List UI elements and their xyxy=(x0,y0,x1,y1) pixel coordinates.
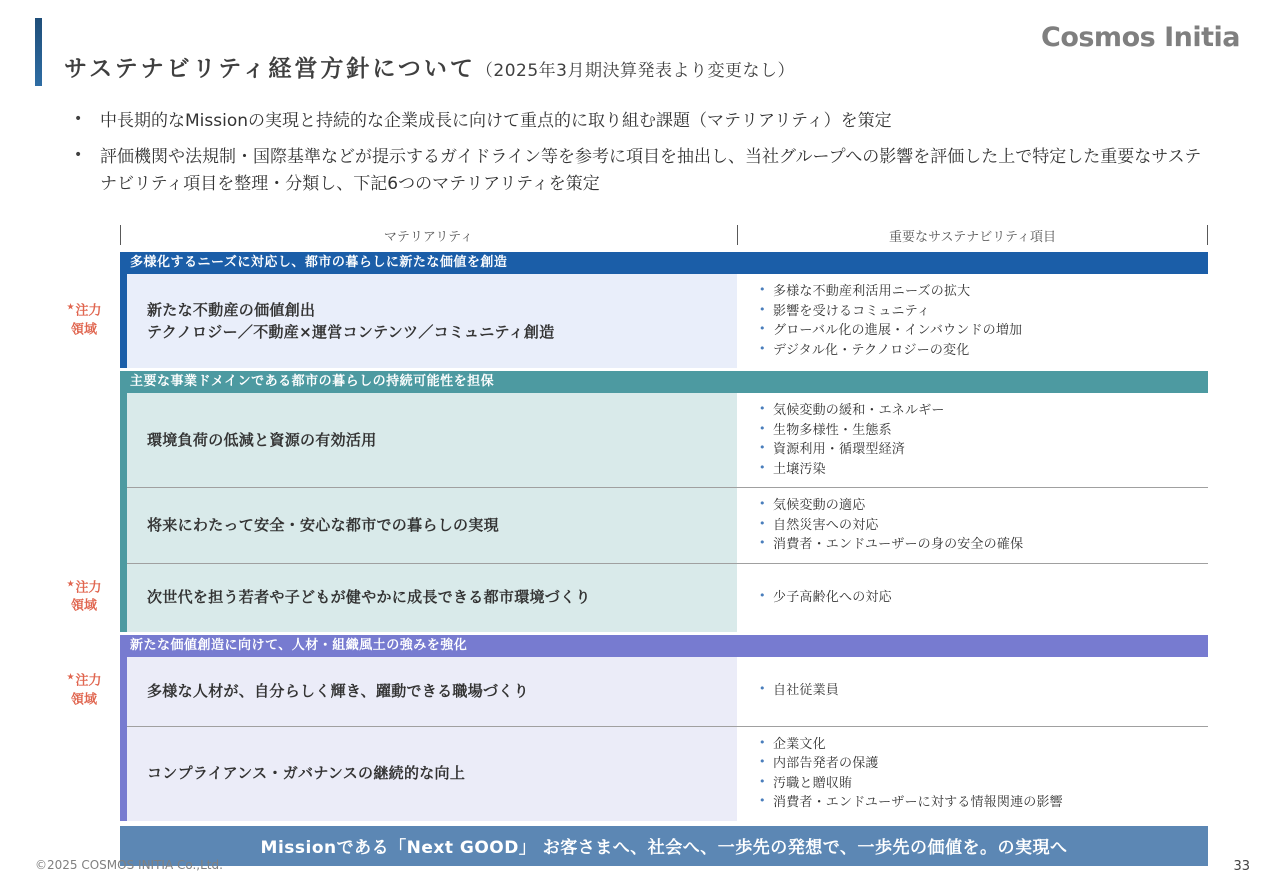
sustainability-item: • 少子高齢化への対応 xyxy=(773,588,892,608)
focus-area-label-line2: 領域 xyxy=(70,692,97,708)
intro-bullet-1: • 中長期的なMissionの実現と持続的な企業成長に向けて重点的に取り組む課題（マテリアリティ）を策定 xyxy=(100,108,1215,135)
sustainability-cell xyxy=(737,657,1208,726)
focus-area-label: ★注力 領域 xyxy=(66,672,102,708)
materiality-row xyxy=(66,274,1208,368)
sustainability-item: • 土壌汚染 xyxy=(773,460,945,480)
section-header: 新たな価値創造に向けて、人材・組織風土の強みを強化 xyxy=(120,635,1208,657)
sustainability-item: • 内部告発者の保護 xyxy=(773,754,1063,774)
sustainability-item: • グローバル化の進展・インバウンドの増加 xyxy=(773,321,1022,341)
sustainability-item: • 気候変動の緩和・エネルギー xyxy=(773,401,945,421)
section-1 xyxy=(66,252,1208,368)
materiality-cell xyxy=(120,488,737,563)
intro-bullets xyxy=(100,108,1215,208)
focus-area-label-line2: 領域 xyxy=(70,599,97,614)
sustainability-items xyxy=(737,401,945,479)
sustainability-items xyxy=(737,496,1023,555)
title-accent-bar xyxy=(35,18,42,86)
focus-area-label-line2: 領域 xyxy=(70,322,97,338)
materiality-text: 将来にわたって安全・安心な都市での暮らしの実現 xyxy=(147,516,499,534)
focus-area-label: ★注力 領域 xyxy=(66,579,102,614)
sustainability-items xyxy=(737,735,1063,813)
materiality-table-body xyxy=(66,252,1208,821)
section-3 xyxy=(66,635,1208,821)
sustainability-item: • 生物多様性・生態系 xyxy=(773,421,945,441)
materiality-cell xyxy=(120,564,737,632)
star-icon: ★ xyxy=(66,672,75,683)
sustainability-items xyxy=(737,588,892,608)
materiality-row xyxy=(120,487,1208,563)
materiality-row xyxy=(66,657,1208,726)
sustainability-cell xyxy=(737,488,1208,563)
sustainability-cell xyxy=(737,274,1208,368)
column-header-materiality: マテリアリティ xyxy=(120,222,737,248)
materiality-text: コンプライアンス・ガバナンスの継続的な向上 xyxy=(147,764,466,783)
sustainability-item: • 自社従業員 xyxy=(773,681,839,701)
section-2 xyxy=(66,371,1208,632)
sustainability-item: • 自然災害への対応 xyxy=(773,516,1023,536)
sustainability-item: • 多様な不動産利活用ニーズの拡大 xyxy=(773,282,1022,302)
page-title-main: サステナビリティ経営方針について xyxy=(64,56,476,82)
sustainability-item: • 資源利用・循環型経済 xyxy=(773,440,945,460)
sustainability-cell xyxy=(737,393,1208,487)
star-icon: ★ xyxy=(66,579,75,590)
materiality-row xyxy=(120,726,1208,821)
section-rows xyxy=(66,274,1208,368)
materiality-text: 環境負荷の低減と資源の有効活用 xyxy=(147,430,377,449)
sustainability-cell xyxy=(737,564,1208,632)
company-logo: Cosmos Initia xyxy=(1041,22,1240,53)
page-title xyxy=(64,50,795,83)
sustainability-item: • 消費者・エンドユーザーに対する情報関連の影響 xyxy=(773,793,1063,813)
intro-bullet-2: • 評価機関や法規制・国際基準などが提示するガイドライン等を参考に項目を抽出し、当社グループへの影響を評価した上で特定した重要なサステナビリティ項目を整理・分類し、下記6つのマテリアリティを策定 xyxy=(100,144,1215,198)
page-number: 33 xyxy=(1233,859,1250,874)
section-rows xyxy=(66,657,1208,821)
sustainability-item: • 気候変動の適応 xyxy=(773,496,1023,516)
table-column-headers xyxy=(120,222,1208,248)
materiality-text: 次世代を担う若者や子どもが健やかに成長できる都市環境づくり xyxy=(147,588,591,607)
materiality-cell xyxy=(120,274,737,368)
materiality-text: テクノロジー／不動産×運営コンテンツ／コミュニティ創造 xyxy=(147,323,555,341)
materiality-text: 新たな不動産の価値創出 xyxy=(147,300,316,319)
mission-banner: Missionである「Next GOOD」 お客さまへ、社会へ、一歩先の発想で、一歩先の価値を。の実現へ xyxy=(120,826,1208,866)
materiality-row xyxy=(66,563,1208,632)
section-rows xyxy=(66,393,1208,632)
materiality-cell xyxy=(120,657,737,726)
materiality-cell xyxy=(120,727,737,821)
materiality-cell xyxy=(120,393,737,487)
sustainability-items xyxy=(737,681,839,701)
sustainability-items xyxy=(737,282,1022,360)
sustainability-item: • 消費者・エンドユーザーの身の安全の確保 xyxy=(773,535,1023,555)
focus-area-label: ★注力 領域 xyxy=(66,302,102,338)
star-icon: ★ xyxy=(66,302,75,313)
section-header: 主要な事業ドメインである都市の暮らしの持続可能性を担保 xyxy=(120,371,1208,393)
sustainability-item: • 企業文化 xyxy=(773,735,1063,755)
sustainability-item: • デジタル化・テクノロジーの変化 xyxy=(773,341,1022,361)
materiality-text: 多様な人材が、自分らしく輝き、躍動できる職場づくり xyxy=(147,681,529,700)
column-header-sustainability: 重要なサステナビリティ項目 xyxy=(737,222,1208,248)
materiality-row xyxy=(120,393,1208,487)
sustainability-item: • 汚職と贈収賄 xyxy=(773,774,1063,794)
sustainability-item: • 影響を受けるコミュニティ xyxy=(773,302,1022,322)
page-title-sub: （2025年3月期決算発表より変更なし） xyxy=(475,61,795,81)
sustainability-cell xyxy=(737,727,1208,821)
section-header: 多様化するニーズに対応し、都市の暮らしに新たな価値を創造 xyxy=(120,252,1208,274)
materiality-table xyxy=(66,222,1208,866)
copyright-text: ©2025 COSMOS INITIA Co.,Ltd. xyxy=(35,858,223,872)
